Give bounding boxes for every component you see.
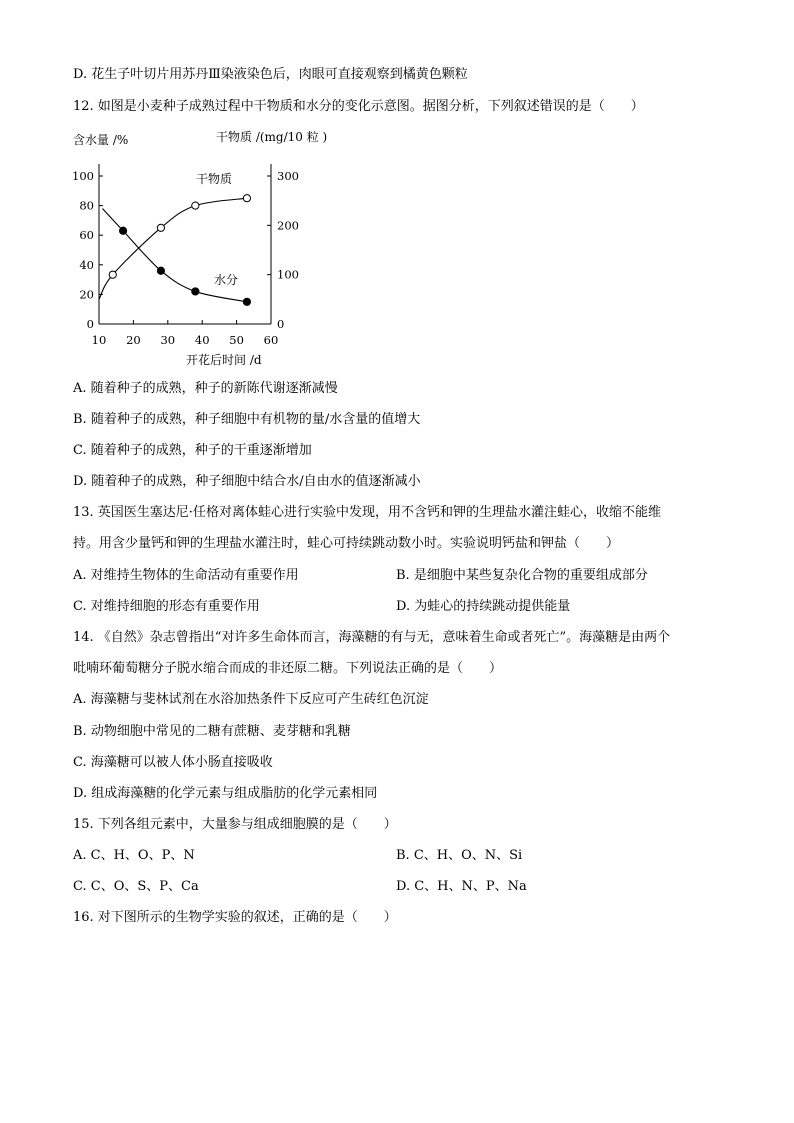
x-tick-label: 10 bbox=[91, 333, 107, 347]
q12-option-b: B. 随着种子的成熟，种子细胞中有机物的量/水含量的值增大 bbox=[73, 412, 421, 427]
q14-option-c: C. 海藻糖可以被人体小肠直接吸收 bbox=[73, 755, 273, 770]
x-tick-label: 40 bbox=[194, 333, 210, 347]
q16-stem: 16. 对下图所示的生物学实验的叙述，正确的是（ ） bbox=[73, 910, 397, 925]
series-label-dry-matter: 干物质 bbox=[196, 172, 233, 186]
dry-matter-point bbox=[243, 195, 250, 202]
q13-option-a: A. 对维持生物体的生命活动有重要作用 bbox=[73, 568, 299, 583]
q13-option-b: B. 是细胞中某些复杂化合物的重要组成部分 bbox=[396, 568, 648, 583]
q14-stem-line2: 吡喃环葡萄糖分子脱水缩合而成的非还原二糖。下列说法正确的是（ ） bbox=[73, 661, 503, 676]
q14-option-b: B. 动物细胞中常见的二糖有蔗糖、麦芽糖和乳糖 bbox=[73, 724, 351, 739]
q12-option-a: A. 随着种子的成熟，种子的新陈代谢逐渐减慢 bbox=[73, 381, 338, 396]
q12-option-d: D. 随着种子的成熟，种子细胞中结合水/自由水的值逐渐减小 bbox=[73, 474, 421, 489]
dry-matter-point bbox=[192, 202, 199, 209]
left-tick-label: 100 bbox=[72, 169, 94, 183]
water-point bbox=[157, 267, 164, 274]
q14-option-a: A. 海藻糖与斐林试剂在水浴加热条件下反应可产生砖红色沉淀 bbox=[73, 692, 429, 707]
right-tick-label: 0 bbox=[277, 317, 285, 331]
right-axis-label: 干物质 /(mg/10 粒 ) bbox=[216, 130, 328, 144]
x-tick-label: 60 bbox=[263, 333, 279, 347]
x-axis-label: 开花后时间 /d bbox=[186, 353, 262, 367]
q15-option-d: D. C、H、N、P、Na bbox=[396, 879, 527, 894]
right-tick-label: 300 bbox=[277, 169, 299, 183]
left-tick-label: 60 bbox=[79, 228, 94, 243]
water-point bbox=[243, 298, 250, 305]
q13-option-d: D. 为蛙心的持续跳动提供能量 bbox=[396, 599, 571, 614]
right-tick-label: 100 bbox=[277, 267, 299, 282]
x-tick-label: 20 bbox=[126, 333, 141, 347]
q11-option-d: D. 花生子叶切片用苏丹Ⅲ染液染色后，肉眼可直接观察到橘黄色颗粒 bbox=[73, 67, 468, 82]
series-label-water: 水分 bbox=[214, 273, 239, 287]
left-axis-label: 含水量 /% bbox=[73, 133, 129, 147]
q12-option-c: C. 随着种子的成熟，种子的干重逐渐增加 bbox=[73, 443, 312, 458]
q14-stem-line1: 14. 《自然》杂志曾指出“对许多生命体而言，海藻糖的有与无，意味着生命或者死亡”。海藻糖是由两个 bbox=[73, 630, 671, 645]
q12-stem: 12. 如图是小麦种子成熟过程中干物质和水分的变化示意图。据图分析，下列叙述错误的是（ ） bbox=[73, 99, 644, 114]
water-curve bbox=[102, 209, 246, 302]
left-tick-label: 20 bbox=[79, 287, 94, 302]
left-tick-label: 40 bbox=[79, 257, 94, 272]
dry-matter-point bbox=[109, 271, 116, 278]
q15-option-a: A. C、H、O、P、N bbox=[73, 848, 195, 863]
q13-option-c: C. 对维持细胞的形态有重要作用 bbox=[73, 599, 260, 614]
left-tick-label: 0 bbox=[86, 317, 94, 331]
water-point bbox=[119, 227, 126, 234]
right-tick-label: 200 bbox=[277, 218, 299, 233]
dry-matter-point bbox=[157, 224, 164, 231]
q15-option-b: B. C、H、O、N、Si bbox=[396, 848, 523, 863]
left-tick-label: 80 bbox=[79, 198, 94, 213]
x-tick-label: 50 bbox=[229, 333, 244, 347]
water-point bbox=[192, 288, 199, 295]
q15-option-c: C. C、O、S、P、Ca bbox=[73, 879, 199, 894]
q13-stem-line1: 13. 英国医生塞达尼·任格对离体蛙心进行实验中发现，用不含钙和钾的生理盐水灌注蛙心，收缩不能维 bbox=[73, 505, 661, 520]
q12-chart bbox=[66, 124, 366, 374]
x-tick-label: 30 bbox=[160, 333, 176, 347]
q15-stem: 15. 下列各组元素中，大量参与组成细胞膜的是（ ） bbox=[73, 817, 397, 832]
q13-stem-line2: 持。用含少量钙和钾的生理盐水灌注时，蛙心可持续跳动数小时。实验说明钙盐和钾盐（ ） bbox=[73, 536, 620, 551]
q14-option-d: D. 组成海藻糖的化学元素与组成脂肪的化学元素相同 bbox=[73, 786, 378, 801]
